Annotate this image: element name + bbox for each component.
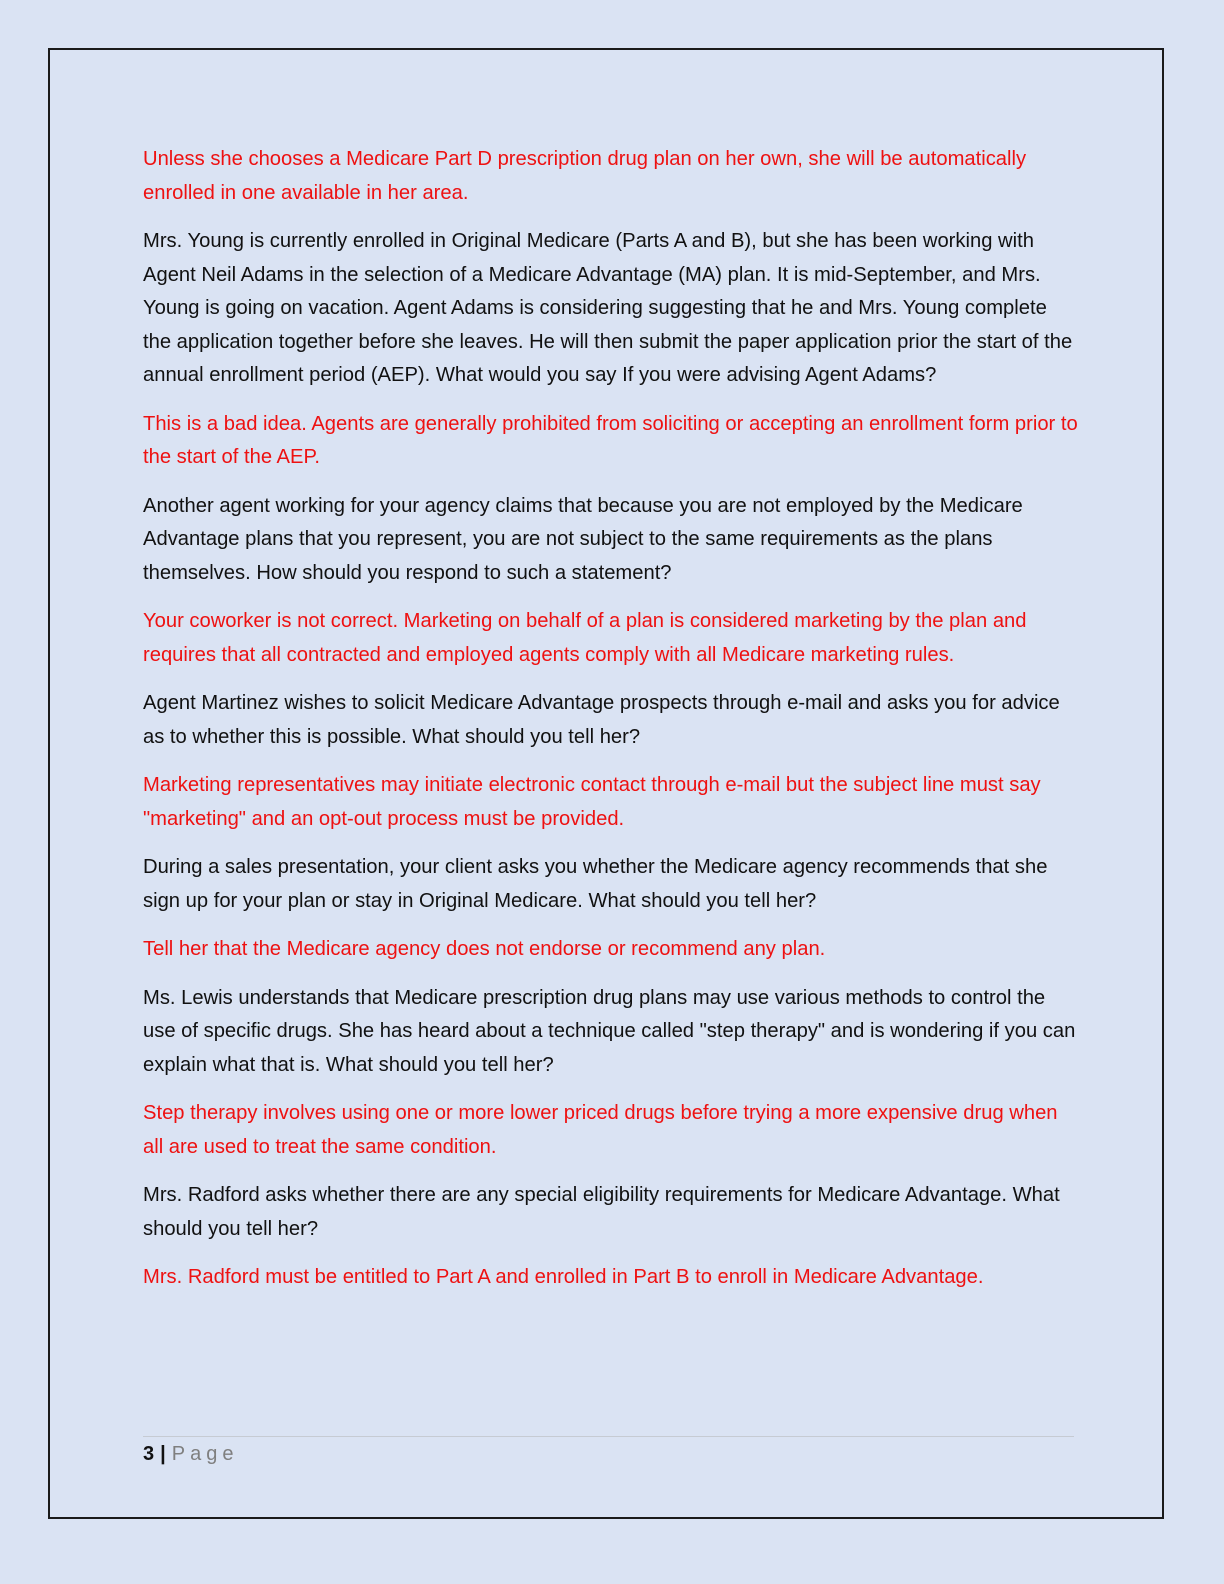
answer-paragraph: Unless she chooses a Medicare Part D prescription drug plan on her own, she will be automatically enrolled in one available in her area. xyxy=(143,148,1027,204)
question-paragraph: Agent Martinez wishes to solicit Medicare Advantage prospects through e-mail and asks you for advice as to whether this is possible. What should you tell her? xyxy=(143,692,1060,748)
footer-separator: | xyxy=(160,1443,166,1465)
question-paragraph: During a sales presentation, your client asks you whether the Medicare agency recommends that she sign up for your plan or stay in Original Medicare. What should you tell her? xyxy=(143,856,1048,912)
answer-paragraph: Step therapy involves using one or more lower priced drugs before trying a more expensive drug when all are used to treat the same condition. xyxy=(143,1102,1058,1158)
page-footer xyxy=(143,1441,238,1467)
question-paragraph: Mrs. Radford asks whether there are any special eligibility requirements for Medicare Advantage. What should you tell her? xyxy=(143,1184,1060,1240)
answer-paragraph: Tell her that the Medicare agency does not endorse or recommend any plan. xyxy=(143,938,826,960)
answer-paragraph: Mrs. Radford must be entitled to Part A and enrolled in Part B to enroll in Medicare Advantage. xyxy=(143,1266,984,1288)
page-number: 3 xyxy=(143,1443,155,1465)
question-paragraph: Ms. Lewis understands that Medicare prescription drug plans may use various methods to control the use of specific drugs. She has heard about a technique called "step therapy" and is wondering if you can explain what that is. What should you tell her? xyxy=(143,986,1076,1076)
answer-paragraph: Marketing representatives may initiate electronic contact through e-mail but the subject line must say "marketing" and an opt-out process must be provided. xyxy=(143,774,1041,830)
answer-paragraph: This is a bad idea. Agents are generally prohibited from soliciting or accepting an enrollment form prior to the start of the AEP. xyxy=(143,412,1078,468)
question-paragraph: Another agent working for your agency claims that because you are not employed by the Medicare Advantage plans that you represent, you are not subject to the same requirements as the plans themselves. How should you respond to such a statement? xyxy=(143,494,1023,584)
question-paragraph: Mrs. Young is currently enrolled in Original Medicare (Parts A and B), but she has been working with Agent Neil Adams in the selection of a Medicare Advantage (MA) plan. It is mid-September, and Mrs. Young is going on vacation. Agent Adams is considering suggesting that he and Mrs. Young complete the application together before she leaves. He will then submit the paper application prior the start of the annual enrollment period (AEP). What would you say If you were advising Agent Adams? xyxy=(143,230,1073,386)
document-body xyxy=(143,143,1078,1310)
page-label: Page xyxy=(171,1443,239,1465)
footer-divider xyxy=(143,1436,1074,1437)
answer-paragraph: Your coworker is not correct. Marketing on behalf of a plan is considered marketing by the plan and requires that all contracted and employed agents comply with all Medicare marketing rules. xyxy=(143,610,1027,666)
